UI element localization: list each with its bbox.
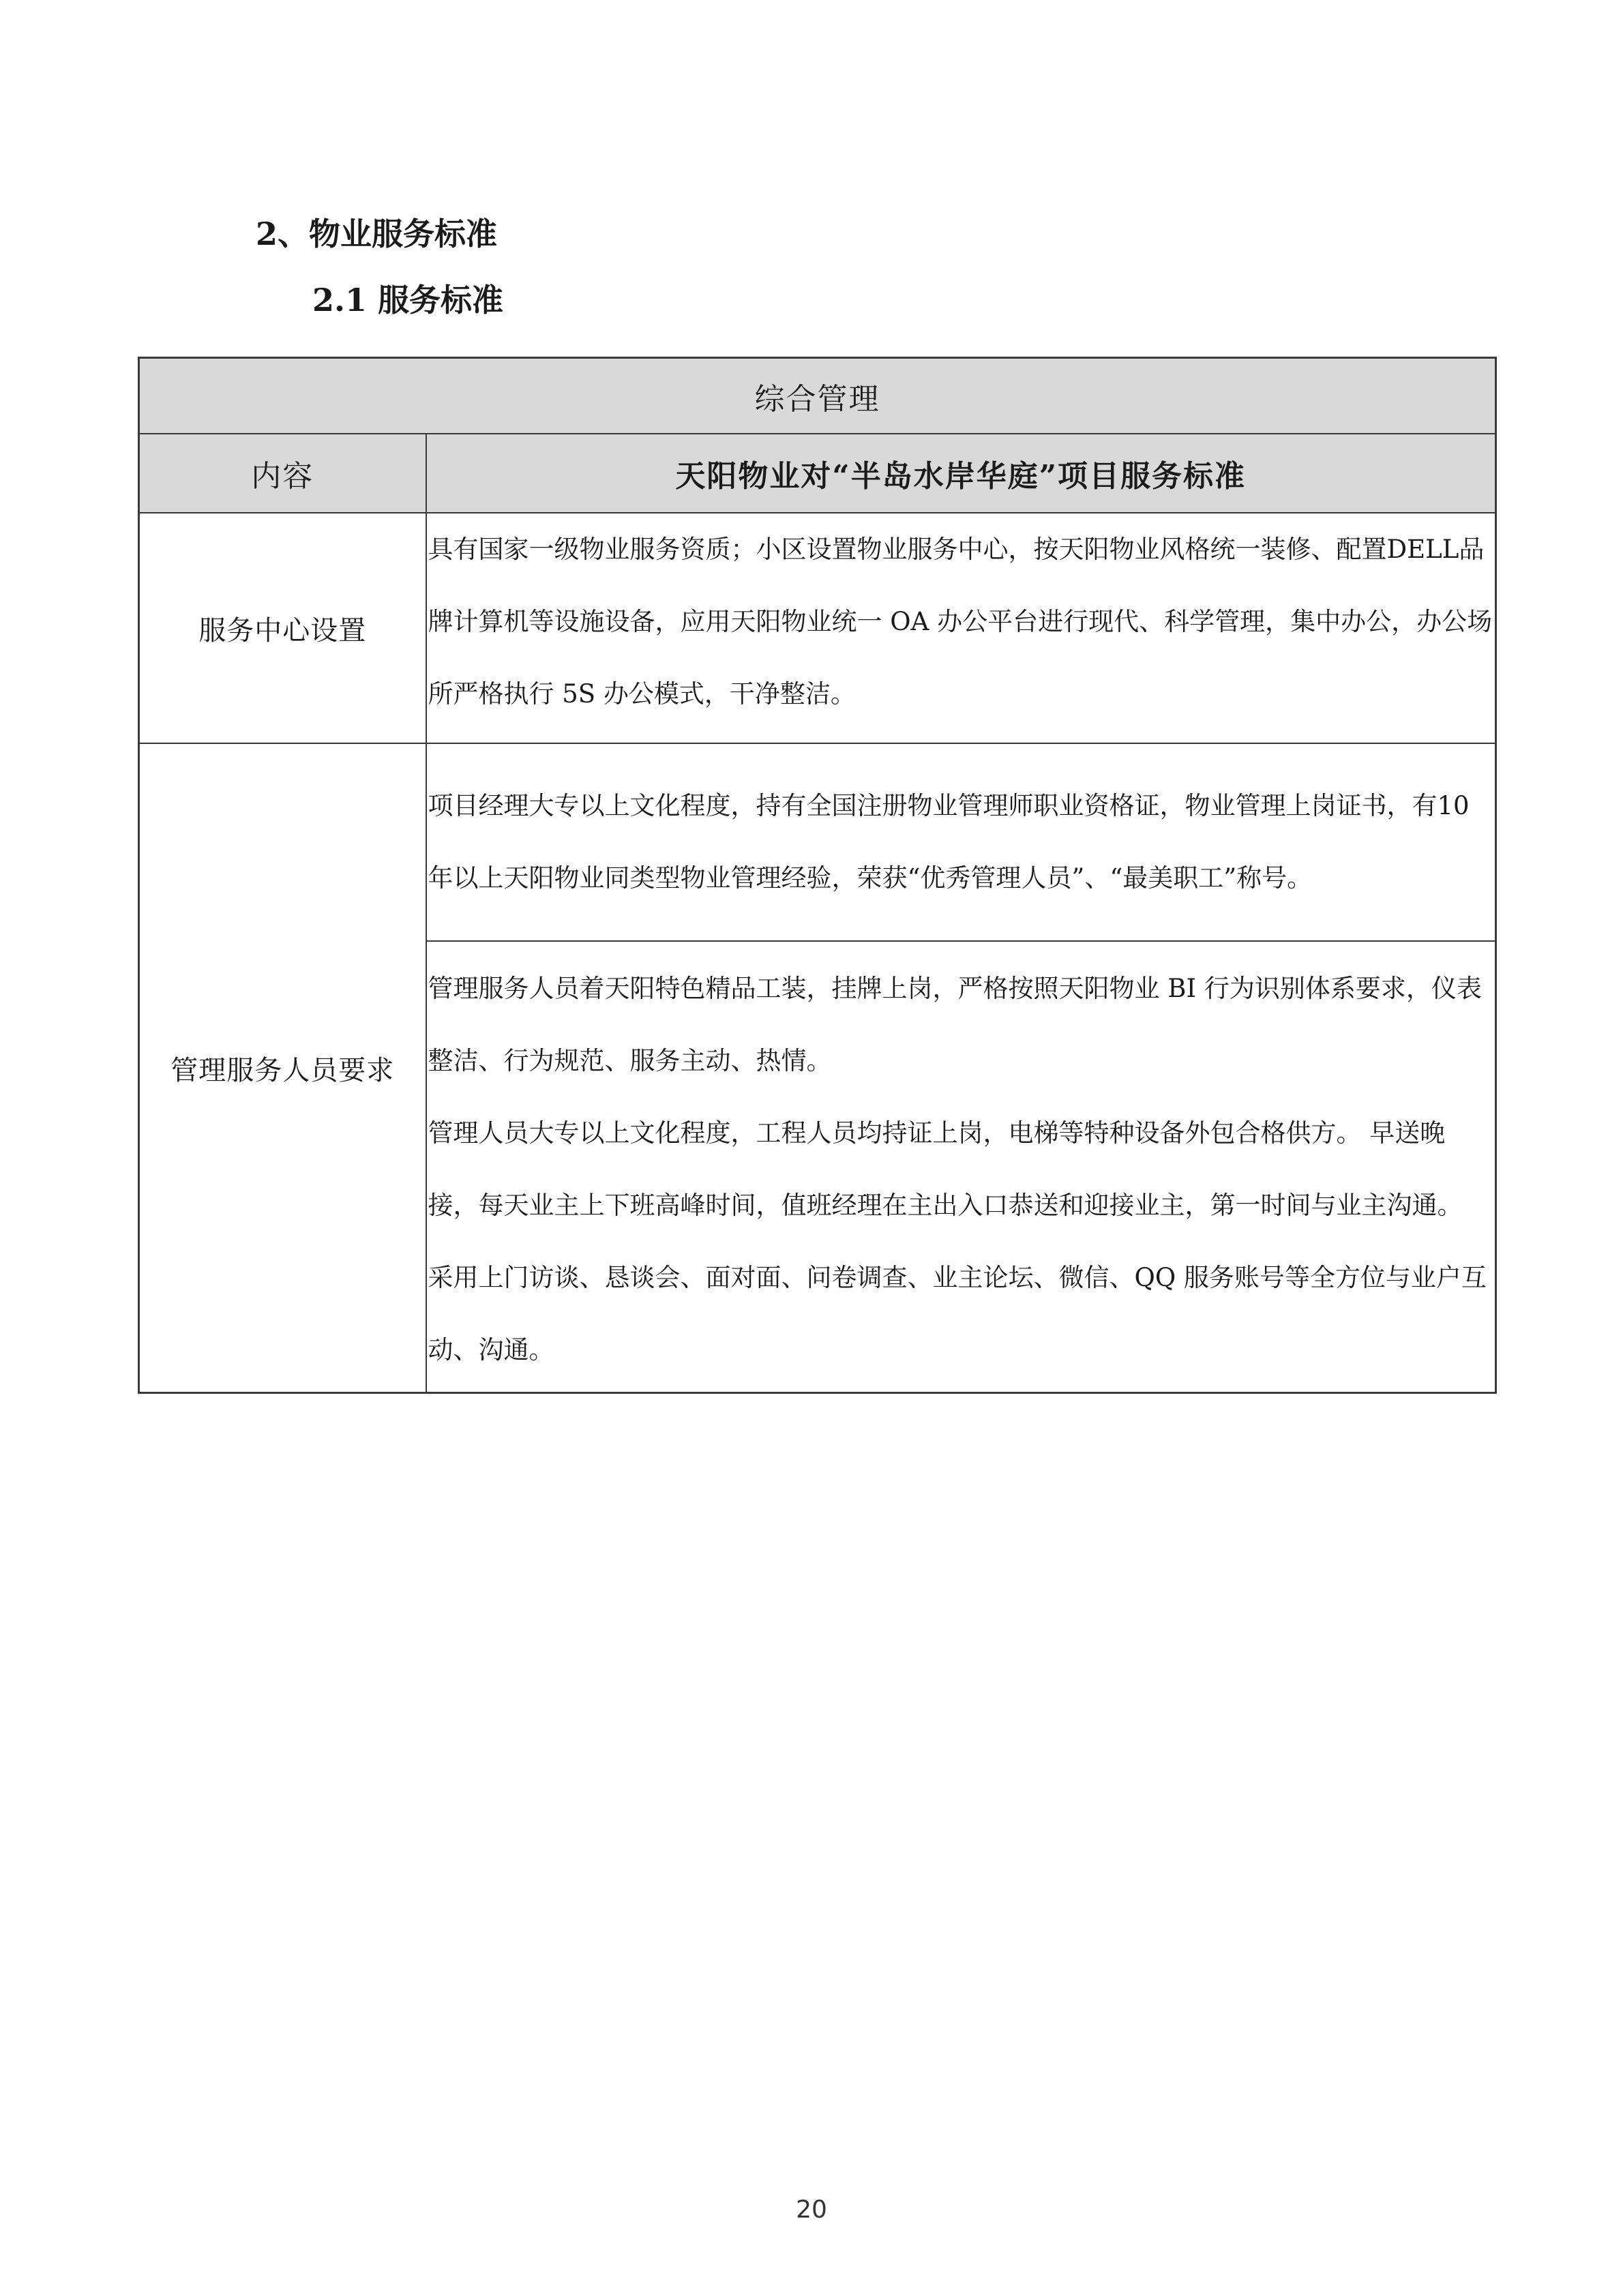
table-row xyxy=(139,743,1496,941)
column-header-content: 内容 xyxy=(139,434,426,513)
column-header-standard: 天阳物业对“半岛水岸华庭”项目服务标准 xyxy=(426,434,1496,513)
table-title-row xyxy=(139,358,1496,434)
subsection-heading: 2.1 服务标准 xyxy=(312,282,504,318)
paragraph: 具有国家一级物业服务资质；小区设置物业服务中心，按天阳物业风格统一装修、配置DELL品牌计算机等设施设备，应用天阳物业统一 OA 办公平台进行现代、科学管理，集中办公，办公场所严格执行 5S 办公模式，干净整洁。 xyxy=(428,535,1493,709)
table-header-row xyxy=(139,434,1496,513)
row-text-staff-conduct xyxy=(426,941,1496,1393)
paragraph: 采用上门访谈、恳谈会、面对面、问卷调查、业主论坛、微信、QQ 服务账号等全方位与业户互动、沟通。 xyxy=(428,1263,1487,1365)
row-label-service-center: 服务中心设置 xyxy=(139,513,426,743)
paragraph: 管理人员大专以上文化程度，工程人员均持证上岗，电梯等特种设备外包合格供方。 早送晚接，每天业主上下班高峰时间，值班经理在主出入口恭送和迎接业主，第一时间与业主沟通。 xyxy=(428,1118,1463,1220)
table-row xyxy=(139,513,1496,743)
table-title: 综合管理 xyxy=(139,358,1496,434)
paragraph: 管理服务人员着天阳特色精品工装，挂牌上岗，严格按照天阳物业 BI 行为识别体系要求，仪表整洁、行为规范、服务主动、热情。 xyxy=(428,974,1482,1075)
row-text-service-center xyxy=(426,513,1496,743)
service-standard-table xyxy=(138,357,1497,1394)
paragraph: 项目经理大专以上文化程度，持有全国注册物业管理师职业资格证，物业管理上岗证书，有10年以上天阳物业同类型物业管理经验，荣获“优秀管理人员”、“最美职工”称号。 xyxy=(428,791,1470,893)
section-heading: 2、物业服务标准 xyxy=(256,215,498,252)
page-number: 20 xyxy=(796,2196,827,2224)
row-label-staff-requirements: 管理服务人员要求 xyxy=(139,743,426,1393)
row-text-manager-qualification xyxy=(426,743,1496,941)
